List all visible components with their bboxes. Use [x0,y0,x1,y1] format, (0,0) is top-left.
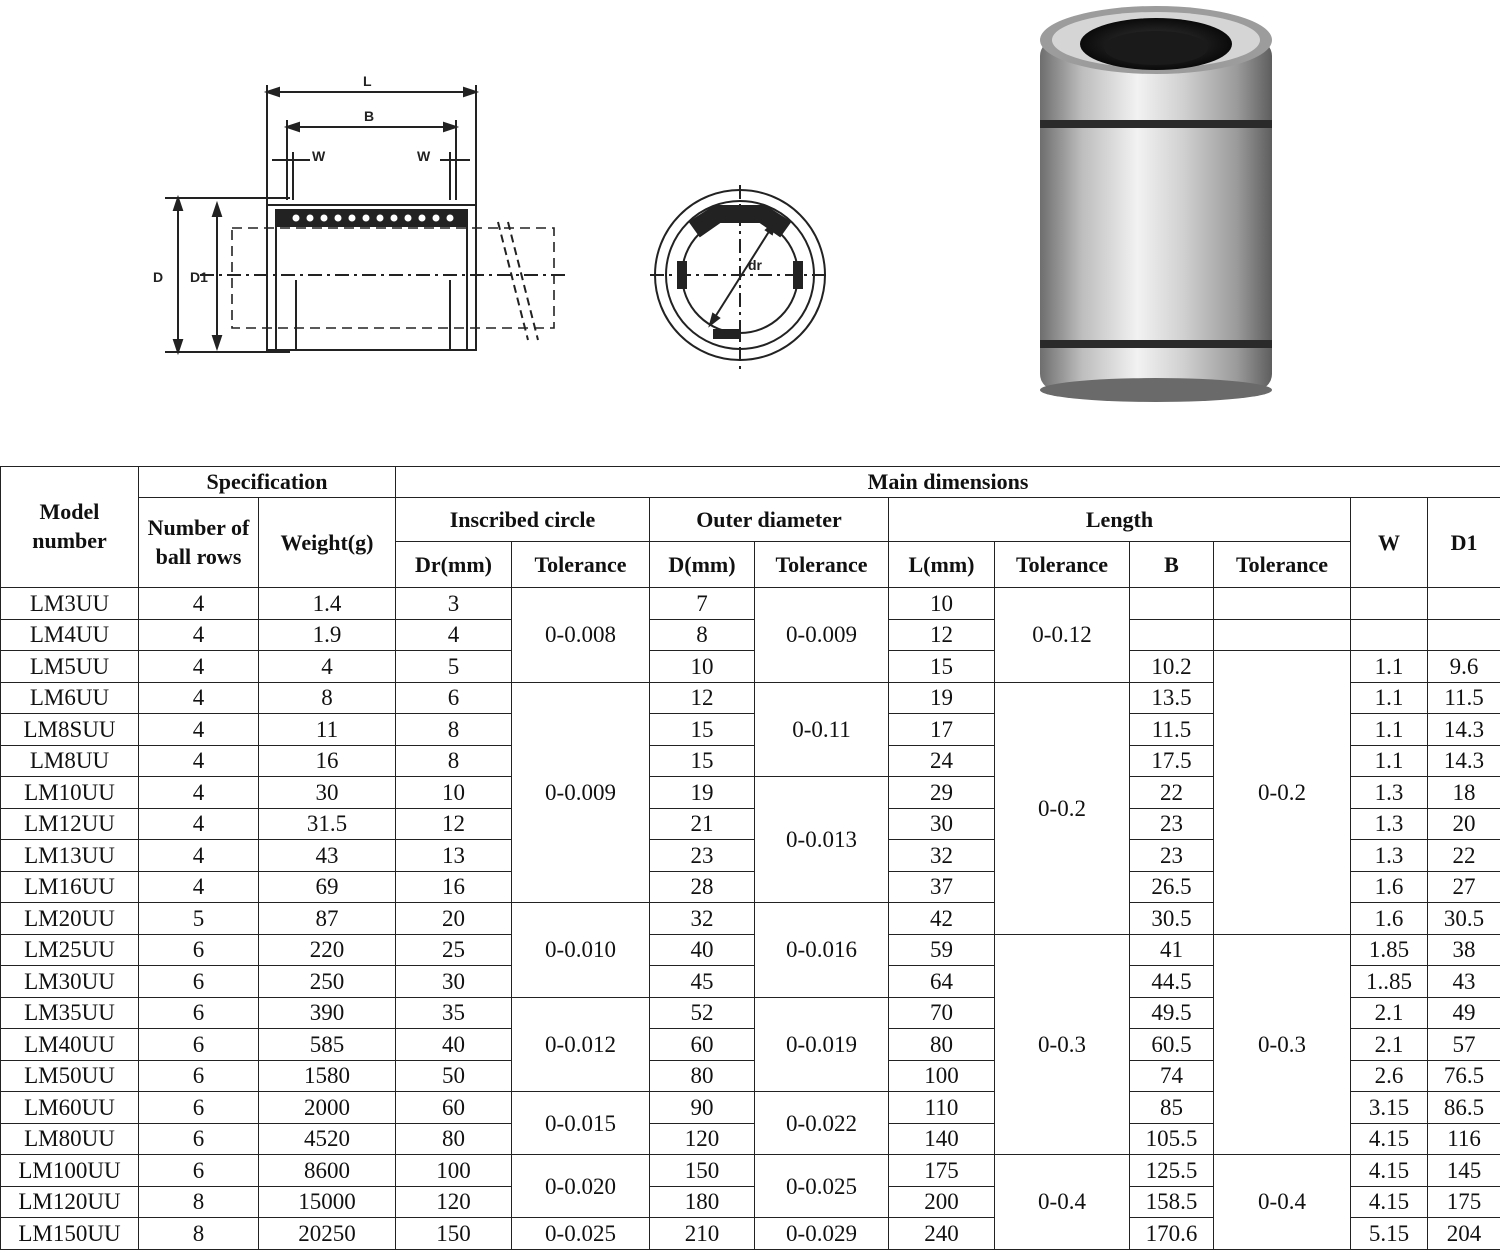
d-tolerance-cell: 0-0.029 [755,1218,889,1250]
weight-cell: 1.4 [259,588,396,620]
ball-rows-cell: 4 [139,619,259,651]
l-cell: 17 [889,714,995,746]
d1-cell: 18 [1428,777,1500,809]
d1-cell: 11.5 [1428,682,1500,714]
b-cell [1130,588,1214,620]
d-cell: 52 [650,997,755,1029]
d-tolerance-cell: 0-0.025 [755,1155,889,1218]
model-cell: LM35UU [1,997,139,1029]
dr-cell: 30 [396,966,512,998]
dr-cell: 8 [396,714,512,746]
d1-cell: 27 [1428,871,1500,903]
w-cell: 1.1 [1351,651,1428,683]
l-cell: 200 [889,1186,995,1218]
b-cell: 85 [1130,1092,1214,1124]
dr-cell: 6 [396,682,512,714]
ball-rows-cell: 4 [139,651,259,683]
header-weight: Weight(g) [259,498,396,588]
l-cell: 19 [889,682,995,714]
label-W-right: W [417,148,431,164]
table-row [1,934,1500,966]
w-cell: 4.15 [1351,1155,1428,1187]
weight-cell: 585 [259,1029,396,1061]
weight-cell: 390 [259,997,396,1029]
d-cell: 180 [650,1186,755,1218]
l-cell: 24 [889,745,995,777]
d-tolerance-cell: 0-0.013 [755,777,889,903]
table-row [1,588,1500,620]
d-cell: 8 [650,619,755,651]
label-W-left: W [312,148,326,164]
dr-cell: 4 [396,619,512,651]
weight-cell: 69 [259,871,396,903]
l-cell: 12 [889,619,995,651]
d1-cell: 86.5 [1428,1092,1500,1124]
ball-rows-cell: 6 [139,934,259,966]
ball-rows-cell: 4 [139,588,259,620]
d-cell: 12 [650,682,755,714]
weight-cell: 87 [259,903,396,935]
b-cell: 13.5 [1130,682,1214,714]
header-d1: D1 [1428,498,1500,588]
weight-cell: 20250 [259,1218,396,1250]
b-cell: 125.5 [1130,1155,1214,1187]
ball-rows-cell: 4 [139,808,259,840]
d-tolerance-cell: 0-0.019 [755,997,889,1092]
dr-cell: 10 [396,777,512,809]
ball-rows-cell: 6 [139,1092,259,1124]
weight-cell: 16 [259,745,396,777]
header-inscribed-circle: Inscribed circle [396,498,650,542]
l-cell: 240 [889,1218,995,1250]
table-row [1,619,1500,651]
model-cell: LM3UU [1,588,139,620]
d-tolerance-cell: 0-0.11 [755,682,889,777]
weight-cell: 250 [259,966,396,998]
d1-cell: 204 [1428,1218,1500,1250]
ball-rows-cell: 6 [139,1060,259,1092]
d1-cell: 116 [1428,1123,1500,1155]
bearing-product-image [1040,6,1272,402]
ball-rows-cell: 4 [139,682,259,714]
header-d: D(mm) [650,542,755,588]
weight-cell: 4520 [259,1123,396,1155]
l-cell: 70 [889,997,995,1029]
header-d-tolerance: Tolerance [755,542,889,588]
l-cell: 29 [889,777,995,809]
model-cell: LM50UU [1,1060,139,1092]
w-cell: 1..85 [1351,966,1428,998]
dr-cell: 8 [396,745,512,777]
dr-cell: 13 [396,840,512,872]
ball-rows-cell: 6 [139,1029,259,1061]
weight-cell: 2000 [259,1092,396,1124]
d1-cell: 57 [1428,1029,1500,1061]
w-cell: 1.6 [1351,871,1428,903]
d-cell: 10 [650,651,755,683]
header-b-tolerance: Tolerance [1214,542,1351,588]
ball-rows-cell: 8 [139,1186,259,1218]
w-cell: 1.3 [1351,808,1428,840]
model-cell: LM100UU [1,1155,139,1187]
b-cell: 41 [1130,934,1214,966]
d-cell: 15 [650,745,755,777]
b-cell: 23 [1130,840,1214,872]
weight-cell: 8 [259,682,396,714]
header-ball-rows: Number of ball rows [139,498,259,588]
l-tolerance-cell: 0-0.3 [995,934,1130,1155]
l-tolerance-cell: 0-0.2 [995,682,1130,934]
l-cell: 10 [889,588,995,620]
table-row [1,651,1500,683]
b-cell: 17.5 [1130,745,1214,777]
d-cell: 60 [650,1029,755,1061]
d1-cell: 76.5 [1428,1060,1500,1092]
model-cell: LM6UU [1,682,139,714]
d1-cell: 9.6 [1428,651,1500,683]
l-cell: 42 [889,903,995,935]
ball-rows-cell: 6 [139,997,259,1029]
d1-cell: 20 [1428,808,1500,840]
model-cell: LM10UU [1,777,139,809]
weight-cell: 1580 [259,1060,396,1092]
b-tolerance-cell: 0-0.3 [1214,934,1351,1155]
header-length: Length [889,498,1351,542]
d1-cell: 43 [1428,966,1500,998]
model-cell: LM20UU [1,903,139,935]
w-cell: 1.1 [1351,714,1428,746]
bearing-specifications-table [0,466,1500,1250]
dr-cell: 5 [396,651,512,683]
header-w: W [1351,498,1428,588]
ball-rows-cell: 6 [139,966,259,998]
l-cell: 37 [889,871,995,903]
ball-rows-cell: 4 [139,840,259,872]
ball-rows-cell: 8 [139,1218,259,1250]
b-tolerance-cell: 0-0.2 [1214,651,1351,935]
model-cell: LM120UU [1,1186,139,1218]
end-view-diagram [650,185,830,370]
model-cell: LM5UU [1,651,139,683]
w-cell: 1.1 [1351,682,1428,714]
w-cell: 3.15 [1351,1092,1428,1124]
dr-tolerance-cell: 0-0.009 [512,682,650,903]
d-cell: 21 [650,808,755,840]
dr-cell: 60 [396,1092,512,1124]
d-cell: 40 [650,934,755,966]
b-cell: 23 [1130,808,1214,840]
d1-cell: 14.3 [1428,714,1500,746]
dr-cell: 20 [396,903,512,935]
l-tolerance-cell: 0-0.4 [995,1155,1130,1250]
d1-cell: 145 [1428,1155,1500,1187]
w-cell: 1.85 [1351,934,1428,966]
d1-cell: 49 [1428,997,1500,1029]
bearing-technical-drawing [0,0,1500,455]
label-B: B [364,108,375,124]
b-cell: 49.5 [1130,997,1214,1029]
header-model-number: Model number [1,467,139,588]
header-dr-tolerance: Tolerance [512,542,650,588]
model-cell: LM30UU [1,966,139,998]
model-cell: LM8UU [1,745,139,777]
weight-cell: 8600 [259,1155,396,1187]
dr-tolerance-cell: 0-0.020 [512,1155,650,1218]
model-cell: LM13UU [1,840,139,872]
weight-cell: 4 [259,651,396,683]
model-cell: LM40UU [1,1029,139,1061]
weight-cell: 15000 [259,1186,396,1218]
d1-cell: 22 [1428,840,1500,872]
dr-cell: 100 [396,1155,512,1187]
ball-rows-cell: 4 [139,745,259,777]
table-body [1,588,1500,1250]
w-cell [1351,588,1428,620]
dr-tolerance-cell: 0-0.008 [512,588,650,683]
b-cell: 158.5 [1130,1186,1214,1218]
model-cell: LM4UU [1,619,139,651]
d-cell: 23 [650,840,755,872]
header-outer-diameter: Outer diameter [650,498,889,542]
w-cell: 1.1 [1351,745,1428,777]
d-cell: 150 [650,1155,755,1187]
weight-cell: 1.9 [259,619,396,651]
dr-cell: 50 [396,1060,512,1092]
d1-cell [1428,619,1500,651]
ball-rows-cell: 5 [139,903,259,935]
b-cell: 30.5 [1130,903,1214,935]
d-cell: 15 [650,714,755,746]
b-tolerance-cell: 0-0.4 [1214,1155,1351,1250]
dr-cell: 25 [396,934,512,966]
d-cell: 32 [650,903,755,935]
weight-cell: 31.5 [259,808,396,840]
header-specification: Specification [139,467,396,498]
d-cell: 80 [650,1060,755,1092]
d-cell: 45 [650,966,755,998]
ball-rows-cell: 4 [139,777,259,809]
b-cell: 170.6 [1130,1218,1214,1250]
l-tolerance-cell: 0-0.12 [995,588,1130,683]
weight-cell: 11 [259,714,396,746]
l-cell: 15 [889,651,995,683]
w-cell: 4.15 [1351,1186,1428,1218]
b-cell: 105.5 [1130,1123,1214,1155]
label-D1: D1 [190,269,208,285]
dr-cell: 150 [396,1218,512,1250]
header-dr: Dr(mm) [396,542,512,588]
weight-cell: 30 [259,777,396,809]
l-cell: 175 [889,1155,995,1187]
model-cell: LM8SUU [1,714,139,746]
dr-cell: 12 [396,808,512,840]
dr-cell: 80 [396,1123,512,1155]
dr-cell: 35 [396,997,512,1029]
l-cell: 32 [889,840,995,872]
l-cell: 80 [889,1029,995,1061]
weight-cell: 220 [259,934,396,966]
l-cell: 100 [889,1060,995,1092]
l-cell: 59 [889,934,995,966]
d1-cell: 14.3 [1428,745,1500,777]
dr-cell: 16 [396,871,512,903]
label-L: L [363,73,372,89]
model-cell: LM25UU [1,934,139,966]
d1-cell: 175 [1428,1186,1500,1218]
l-cell: 64 [889,966,995,998]
b-cell: 26.5 [1130,871,1214,903]
dr-tolerance-cell: 0-0.012 [512,997,650,1092]
b-cell: 60.5 [1130,1029,1214,1061]
l-cell: 30 [889,808,995,840]
model-cell: LM16UU [1,871,139,903]
d-cell: 90 [650,1092,755,1124]
d-tolerance-cell: 0-0.016 [755,903,889,998]
w-cell: 2.1 [1351,1029,1428,1061]
header-main-dimensions: Main dimensions [396,467,1500,498]
w-cell: 1.3 [1351,777,1428,809]
d-tolerance-cell: 0-0.022 [755,1092,889,1155]
w-cell: 2.1 [1351,997,1428,1029]
label-D: D [153,269,164,285]
d-cell: 7 [650,588,755,620]
dr-cell: 3 [396,588,512,620]
dr-tolerance-cell: 0-0.025 [512,1218,650,1250]
d-cell: 28 [650,871,755,903]
d1-cell [1428,588,1500,620]
d1-cell: 30.5 [1428,903,1500,935]
d-tolerance-cell: 0-0.009 [755,588,889,683]
ball-rows-cell: 6 [139,1155,259,1187]
b-cell: 10.2 [1130,651,1214,683]
b-cell: 11.5 [1130,714,1214,746]
ball-rows-cell: 4 [139,714,259,746]
ball-rows-cell: 6 [139,1123,259,1155]
w-cell: 2.6 [1351,1060,1428,1092]
w-cell [1351,619,1428,651]
b-cell: 74 [1130,1060,1214,1092]
header-b: B [1130,542,1214,588]
w-cell: 1.3 [1351,840,1428,872]
ball-rows-cell: 4 [139,871,259,903]
model-cell: LM80UU [1,1123,139,1155]
w-cell: 4.15 [1351,1123,1428,1155]
b-cell: 44.5 [1130,966,1214,998]
b-tolerance-cell-empty [1214,619,1351,651]
b-cell: 22 [1130,777,1214,809]
dr-tolerance-cell: 0-0.015 [512,1092,650,1155]
table-row [1,1155,1500,1187]
d-cell: 210 [650,1218,755,1250]
dr-tolerance-cell: 0-0.010 [512,903,650,998]
model-cell: LM150UU [1,1218,139,1250]
model-cell: LM12UU [1,808,139,840]
header-l-tolerance: Tolerance [995,542,1130,588]
weight-cell: 43 [259,840,396,872]
d1-cell: 38 [1428,934,1500,966]
d-cell: 120 [650,1123,755,1155]
w-cell: 1.6 [1351,903,1428,935]
b-tolerance-cell-empty [1214,588,1351,620]
dr-cell: 40 [396,1029,512,1061]
w-cell: 5.15 [1351,1218,1428,1250]
l-cell: 140 [889,1123,995,1155]
header-l: L(mm) [889,542,995,588]
model-cell: LM60UU [1,1092,139,1124]
b-cell [1130,619,1214,651]
l-cell: 110 [889,1092,995,1124]
dr-cell: 120 [396,1186,512,1218]
d-cell: 19 [650,777,755,809]
label-dr: dr [748,257,762,273]
